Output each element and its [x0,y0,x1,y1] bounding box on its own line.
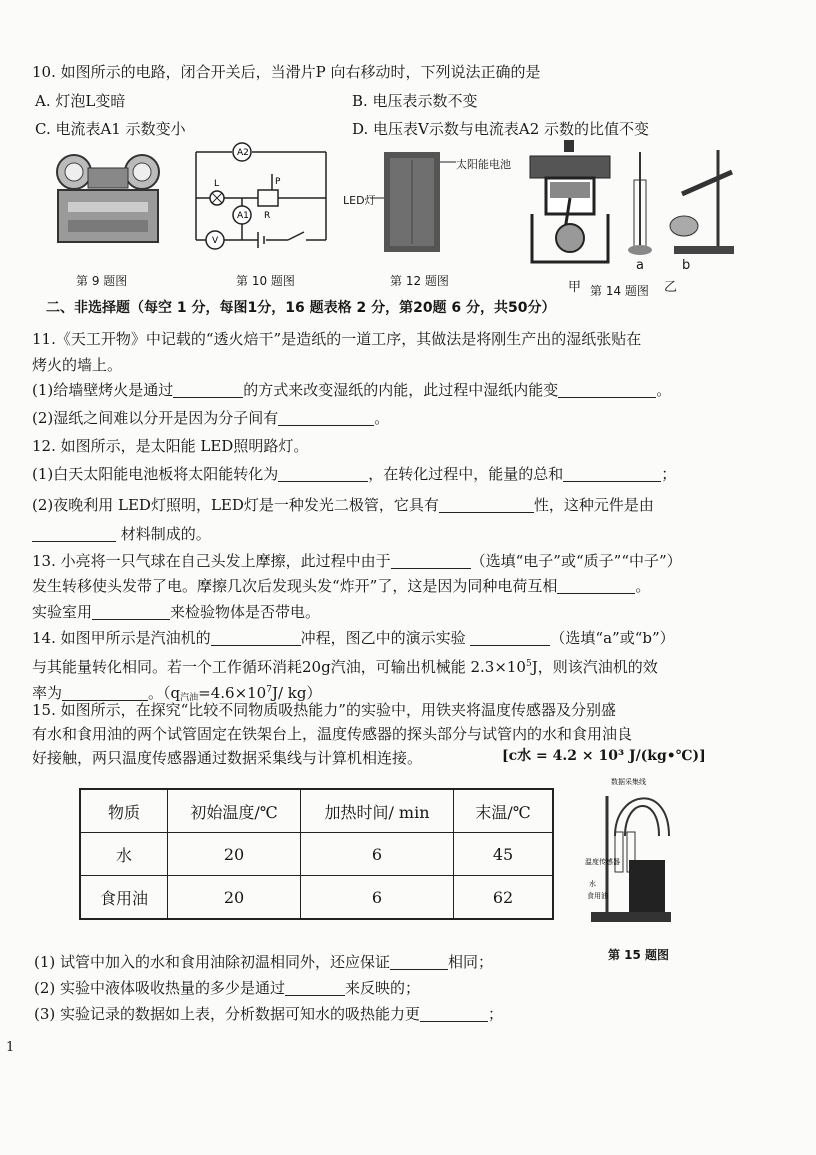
q14-line2 [32,654,658,677]
table-header-cell: 加热时间/ min [301,789,454,833]
q12-part1-text-a: (1)白天太阳能电池板将太阳能转化为 [32,465,279,483]
q15-part1-text: (1) 试管中加入的水和食用油除初温相同外，还应保证 [34,953,391,971]
fig14-jia-label: 甲 [568,280,582,295]
page-marker: 1 [6,1040,15,1055]
fig15-label-data-cable: 数据采集线 [611,778,646,786]
q15-formula: [c水 = 4.2 × 10³ J/(kg•℃)] [502,748,706,764]
q14-text-a: 14. 如图甲所示是汽油机的 [32,629,211,647]
fig14-yi-label: 乙 [664,280,678,295]
q13-line2-end: 。 [635,577,651,595]
table-cell: 62 [454,876,554,920]
q12-blank-1[interactable] [278,467,368,482]
q14-text-g: 。（q [148,684,181,702]
q15-part3 [34,1004,503,1024]
fig10-caption: 第 10 题图 [236,274,295,288]
q12-part2-text-c: 材料制成的。 [120,525,211,543]
lamp-l-label: L [214,179,220,189]
q15-line2: 有水和食用油的两个试管固定在铁架台上，温度传感器的探头部分与试管内的水和食用油良 [32,725,633,743]
q13-text-e: 来检验物体是否带电。 [170,603,321,621]
q11-part1-text-a: (1)给墙壁烤火是通过 [32,381,174,399]
q13-line3 [32,602,320,622]
q11-part2 [32,408,389,428]
q11-part1-text-b: 的方式来改变湿纸的内能，此过程中湿纸内能变 [243,381,559,399]
table-header-cell: 末温/℃ [454,789,554,833]
q12-part1-end: ； [661,465,677,483]
q14-blank-3[interactable] [62,686,148,701]
q11-blank-3[interactable] [278,411,374,426]
q12-part2-text-a: (2)夜晚利用 LED灯照明，LED灯是一种发光二极管，它具有 [32,496,439,514]
q11-part2-text: (2)湿纸之间难以分开是因为分子间有 [32,409,279,427]
q15-blank-3[interactable] [420,1007,488,1022]
q14-text-e: J，则该汽油机的效 [531,658,658,676]
fig9-caption: 第 9 题图 [76,274,128,288]
q12-part2-cont [32,524,211,544]
q13-line1 [32,551,682,571]
table-header-row [80,789,553,833]
fig15-label-oil: 食用油 [587,892,608,900]
fig10-circuit-diagram [192,140,332,252]
q12-blank-3[interactable] [439,498,534,513]
q13-text-a: 13. 小亮将一只气球在自己头发上摩擦，此过程中由于 [32,552,391,570]
fig14-caption: 第 14 题图 [590,284,649,298]
led-label: LED灯 [343,194,376,207]
q14-line1 [32,628,675,648]
q10-option-d: D. 电压表V示数与电流表A2 示数的比值不变 [352,120,650,138]
q14-text-f: 率为 [32,684,63,702]
fig15-label-water: 水 [589,880,596,888]
table-cell: 45 [454,833,554,876]
q14-text-i: J/ kg） [271,684,322,702]
q14-text-d: 与其能量转化相同。若一个工作循环消耗20g汽油，可输出机械能 2.3×10 [32,658,526,676]
q14-text-c: （选填“a”或“b”） [550,629,675,647]
table-header-cell: 物质 [80,789,168,833]
q12-part2-text-b: 性，这种元件是由 [533,496,654,514]
q13-text-d: 实验室用 [32,603,93,621]
q15-part2-end: 来反映的； [345,979,421,997]
fig9-emergency-lamp [48,150,168,250]
q15-blank-1[interactable] [390,955,448,970]
resistor-r-label: R [264,211,271,221]
ammeter-a2-label: A2 [237,148,249,158]
table-cell: 6 [301,833,454,876]
q13-line2 [32,576,650,596]
table-cell: 水 [80,833,168,876]
q14-blank-2[interactable] [470,631,550,646]
q15-part1-end: 相同； [448,953,494,971]
q14-text-b: 冲程，图乙中的演示实验 [300,629,466,647]
slider-p-label: P [275,177,281,187]
q12-stem: 12. 如图所示，是太阳能 LED照明路灯。 [32,437,309,455]
q14-blank-1[interactable] [211,631,301,646]
ammeter-a1-label: A1 [237,211,249,221]
q11-stem-line1: 11.《天工开物》中记载的“透火焙干”是造纸的一道工序，其做法是将刚生产出的湿纸张贴在 [32,330,642,348]
q15-part1 [34,952,493,972]
q13-text-b: （选填“电子”或“质子”“中子”） [470,552,682,570]
q14-exponent-1: 5 [525,659,532,669]
q11-part1 [32,380,671,400]
q15-line3: 好接触，两只温度传感器通过数据采集线与计算机相连接。 [32,749,423,767]
q12-blank-2[interactable] [563,467,661,482]
q10-option-b: B. 电压表示数不变 [352,92,478,110]
fig14-jia-engine-cylinder [518,138,622,270]
section-2-heading: 二、非选择题（每空 1 分，每图1分，16 题表格 2 分，第20题 6 分，共50分） [46,300,556,316]
q10-option-c: C. 电流表A1 示数变小 [35,120,186,138]
q15-line1: 15. 如图所示，在探究“比较不同物质吸热能力”的实验中，用铁夹将温度传感器及分别盛 [32,701,616,719]
q14-text-h: =4.6×10 [198,684,267,702]
table-cell: 20 [168,833,301,876]
q10-option-a: A. 灯泡L变暗 [35,92,126,110]
q15-part3-end: ； [488,1005,504,1023]
q11-part2-end: 。 [374,409,390,427]
fig14-a-label: a [636,258,644,273]
table-cell: 食用油 [80,876,168,920]
q12-part1-text-b: ，在转化过程中，能量的总和 [368,465,564,483]
solar-cell-label: 太阳能电池 [456,158,511,171]
table-header-cell: 初始温度/℃ [168,789,301,833]
q13-text-c: 发生转移使头发带了电。摩擦几次后发现头发“炸开”了，这是因为同种电荷互相 [32,577,558,595]
fig14-b-label: b [682,258,691,273]
q11-blank-1[interactable] [173,383,243,398]
fig15-label-sensor: 温度传感器 [585,858,620,866]
table-cell: 6 [301,876,454,920]
q15-blank-2[interactable] [285,981,345,996]
q14-exponent-2: 7 [266,685,272,695]
q15-part2 [34,978,420,998]
q11-stem-line2: 烤火的墙上。 [32,356,123,374]
fig15-apparatus [585,776,695,928]
q13-blank-1[interactable] [391,554,471,569]
q11-part1-end: 。 [656,381,672,399]
q15-part2-text: (2) 实验中液体吸收热量的多少是通过 [34,979,286,997]
fig14-yi-apparatus [622,150,742,265]
table-cell: 20 [168,876,301,920]
voltmeter-v-label: V [212,236,219,246]
fig15-caption: 第 15 题图 [608,948,670,962]
fig12-caption: 第 12 题图 [390,274,449,288]
q12-blank-4[interactable] [32,527,116,542]
q12-part2 [32,495,654,515]
q14-subscript: 汽油 [180,693,199,703]
q15-part3-text: (3) 实验记录的数据如上表，分析数据可知水的吸热能力更 [34,1005,421,1023]
q15-data-table [79,788,554,920]
q12-part1 [32,464,676,484]
q10-stem: 10. 如图所示的电路，闭合开关后，当滑片P 向右移动时，下列说法正确的是 [32,63,541,81]
q13-blank-3[interactable] [92,605,170,620]
table-row [80,833,553,876]
q13-blank-2[interactable] [557,579,635,594]
q11-blank-2[interactable] [558,383,656,398]
table-row [80,876,553,920]
